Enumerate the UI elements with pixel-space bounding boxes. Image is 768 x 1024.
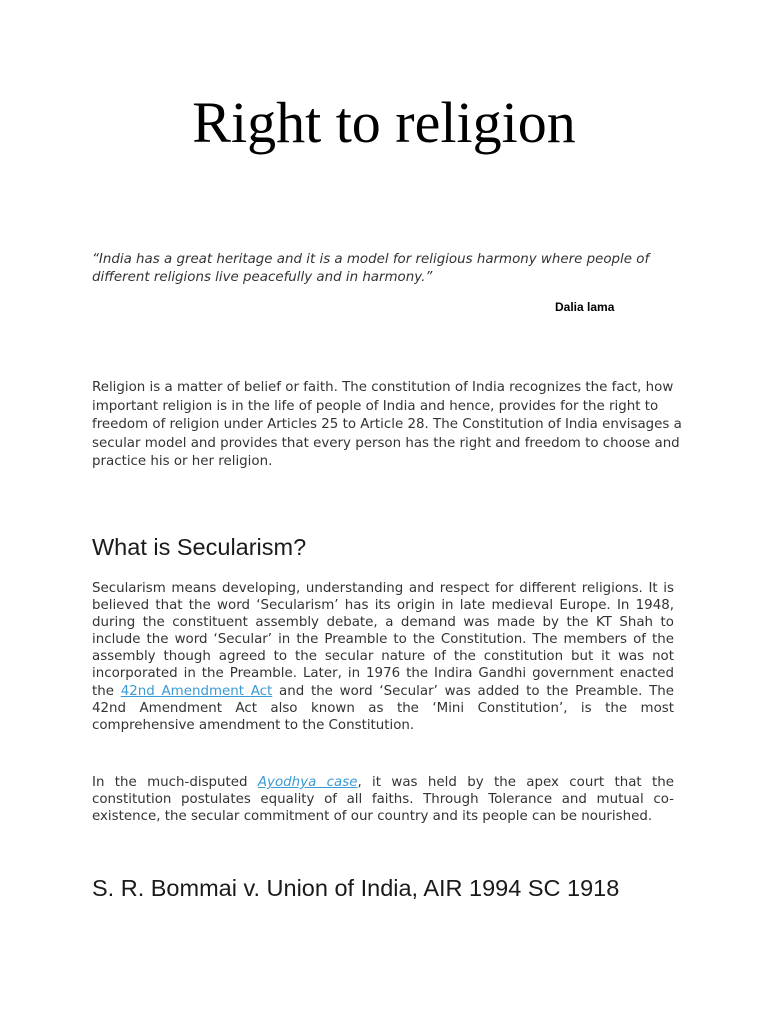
link-42nd-amendment-act[interactable]: 42nd Amendment Act — [120, 683, 273, 699]
heading-what-is-secularism: What is Secularism? — [92, 534, 307, 560]
quote-author: Dalia lama — [555, 300, 615, 314]
ayodhya-paragraph — [92, 774, 674, 825]
secularism-text-after-link: and the word ‘Secular’ was added to the Preamble. The 42nd Amendment Act also known as the ‘Mini Constitution’, is the most comprehensive amendment to the Constitution. — [92, 683, 674, 733]
quote-text: “India has a great heritage and it is a model for religious harmony where people of different religions live peacefully and in harmony.” — [92, 252, 650, 285]
page-title: Right to religion — [192, 90, 576, 155]
heading-bommai-case: S. R. Bommai v. Union of India, AIR 1994 SC 1918 — [92, 875, 620, 901]
secularism-paragraph — [92, 580, 674, 734]
ayodhya-text-before-link: In the much-disputed — [92, 775, 258, 790]
ayodhya-text-after-link: , it was held by the apex court that the constitution postulates equality of all faiths. Through Tolerance and mutual co-existence, the secular commitment of our country and its people can be nourished. — [92, 775, 674, 825]
link-ayodhya-case[interactable]: Ayodhya case — [257, 775, 358, 790]
secularism-text-before-link: Secularism means developing, understanding and respect for different religions. It is believed that the word ‘Secularism’ has its origin in late medieval Europe. In 1948, during the constituent assembly debate, a demand was made by the KT Shah to include the word ‘Secular’ in the Preamble to the Constitution. The members of the assembly though agreed to the secular nature of the constitution but it was not incorporated in the Preamble. Later, in 1976 the Indira Gandhi government enacted the — [92, 581, 674, 699]
intro-paragraph: Religion is a matter of belief or faith. The constitution of India recognizes the fact, how important religion is in the life of people of India and hence, provides for the right to freedom of religion under Articles 25 to Article 28. The Constitution of India envisages a secular model and provides that every person has the right and freedom to choose and practice his or her religion. — [92, 380, 682, 470]
